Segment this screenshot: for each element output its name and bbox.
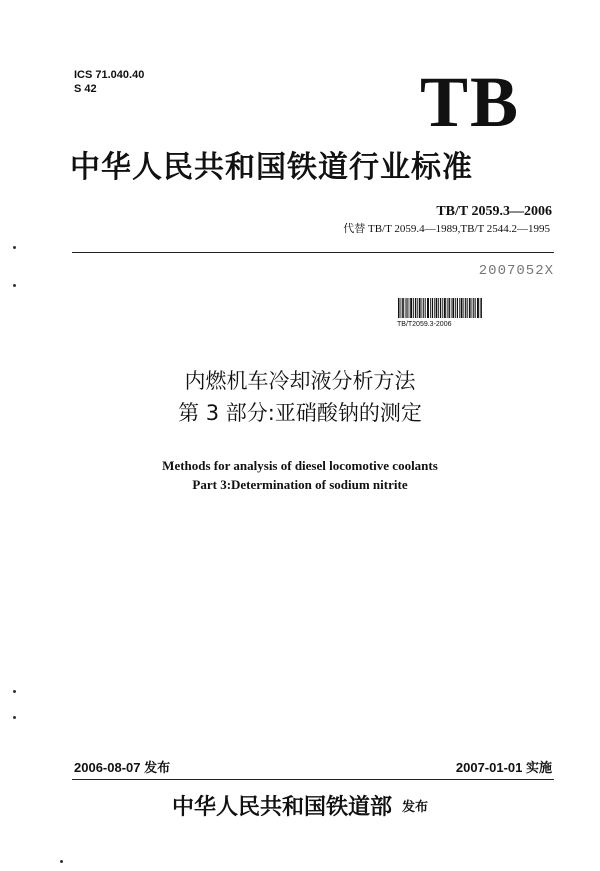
effective-date: 2007-01-01 实施 — [455, 760, 552, 775]
title-en-line2: Part 3:Determination of sodium nitrite — [192, 477, 408, 492]
scan-dot — [13, 716, 16, 719]
title-en-line1: Methods for analysis of diesel locomotive coolants — [162, 458, 438, 473]
issue-date: 2006-08-07 发布 — [74, 760, 171, 775]
scan-dot — [13, 284, 16, 287]
bottom-divider — [72, 779, 554, 780]
ics-code: ICS 71.040.40 — [74, 69, 145, 81]
title-cn-line2: 第 3 部分:亚硝酸钠的测定 — [178, 401, 422, 425]
standard-number: TB/T 2059.3—2006 — [436, 204, 552, 219]
scan-dot — [13, 246, 16, 249]
barcode-image — [398, 298, 482, 318]
publisher-name: 中华人民共和国铁道部 — [171, 794, 392, 820]
scan-dot — [60, 860, 63, 863]
replaces-note: 代替 TB/T 2059.4—1989,TB/T 2544.2—1995 — [343, 223, 550, 235]
archive-stamp: 2007052X — [478, 263, 554, 279]
publisher-line — [0, 792, 600, 823]
ics-code-block — [74, 68, 144, 96]
class-code: S 42 — [74, 83, 97, 95]
org-title: 中华人民共和国铁道行业标准 — [70, 150, 473, 185]
title-cn-line1: 内燃机车冷却液分析方法 — [184, 369, 416, 393]
scan-dot — [13, 690, 16, 693]
top-divider — [72, 252, 554, 253]
publisher-suffix: 发布 — [402, 800, 429, 815]
barcode-label: TB/T2059.3-2006 — [397, 321, 452, 328]
tb-logo: TB — [420, 62, 521, 142]
